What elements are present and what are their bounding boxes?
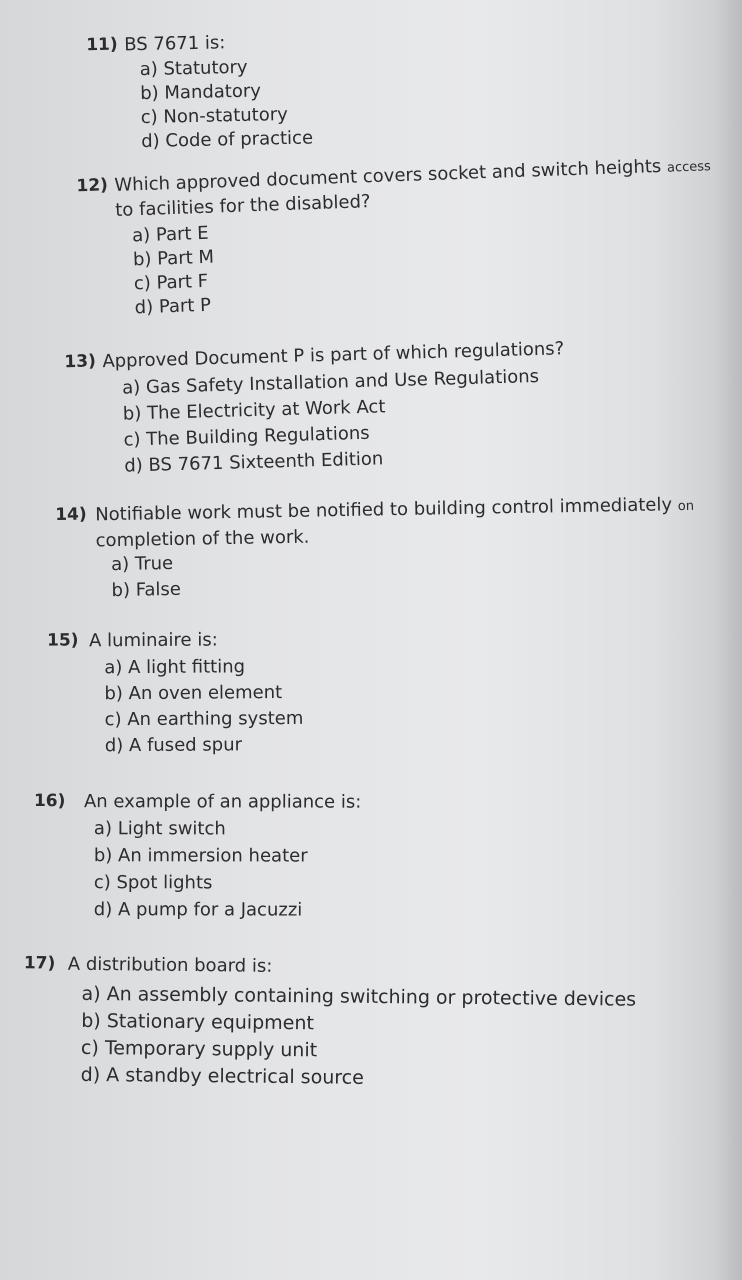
question-text: Approved Document P is part of which regulations? — [102, 338, 565, 373]
question-number: 11) — [86, 34, 118, 56]
option-c: c) An earthing system — [104, 707, 304, 731]
options-list — [132, 222, 216, 321]
question-text: A distribution board is: — [67, 953, 273, 977]
question-header — [0, 149, 742, 221]
option-b: b) An oven element — [104, 682, 283, 705]
options-list — [122, 364, 542, 480]
options-list — [111, 551, 181, 604]
options-list — [104, 654, 303, 759]
question-17 — [0, 951, 742, 1089]
option-d: d) A pump for a Jacuzzi — [93, 899, 303, 921]
option-b: b) Mandatory — [140, 80, 262, 105]
question-14 — [0, 489, 742, 602]
option-a: a) True — [110, 552, 174, 576]
option-d: d) BS 7671 Sixteenth Edition — [124, 448, 384, 477]
question-15 — [0, 623, 742, 757]
question-header — [0, 951, 742, 977]
question-header — [0, 623, 742, 652]
question-number: 17) — [23, 953, 56, 974]
question-text-continued: to facilities for the disabled? — [114, 191, 371, 221]
question-number: 12) — [76, 175, 109, 197]
options-list — [139, 54, 313, 154]
option-d: d) Code of practice — [141, 127, 314, 153]
question-text-continued: completion of the work. — [95, 526, 310, 552]
option-b: b) Part M — [132, 246, 215, 271]
question-header — [0, 20, 742, 56]
option-a: a) Part E — [131, 222, 209, 247]
question-13 — [0, 327, 742, 477]
option-b: b) The Electricity at Work Act — [122, 396, 386, 425]
option-c: c) Temporary supply unit — [80, 1036, 318, 1062]
question-text: A luminaire is: — [89, 629, 218, 652]
option-c: c) Non-statutory — [140, 103, 289, 129]
option-d: d) Part P — [134, 294, 212, 319]
question-header — [0, 489, 742, 552]
question-header — [0, 327, 742, 373]
option-d: d) A fused spur — [104, 734, 243, 757]
option-c: c) Spot lights — [93, 872, 213, 894]
option-a: a) A light fitting — [104, 656, 246, 679]
question-text: Notifiable work must be notified to building control immediately on — [95, 494, 695, 526]
option-a: a) Statutory — [139, 56, 248, 81]
question-16 — [0, 788, 742, 921]
option-b: b) An immersion heater — [93, 845, 308, 867]
question-text: Which approved document covers socket and switch heights access — [114, 155, 712, 197]
option-b: b) Stationary equipment — [81, 1009, 315, 1035]
question-text: An example of an appliance is: — [83, 791, 362, 813]
question-text: BS 7671 is: — [123, 32, 226, 56]
option-a: a) An assembly containing switching or protective devices — [81, 982, 637, 1011]
option-b: b) False — [111, 578, 182, 602]
question-number: 15) — [47, 630, 79, 651]
question-number: 14) — [55, 504, 87, 526]
question-number: 13) — [64, 351, 97, 373]
question-12 — [0, 149, 742, 319]
option-a: a) Gas Safety Installation and Use Regulations — [121, 365, 540, 399]
question-number: 16) — [33, 791, 66, 812]
question-11 — [0, 20, 742, 153]
options-list — [81, 981, 637, 1095]
option-c: c) Part F — [133, 270, 209, 295]
option-c: c) The Building Regulations — [123, 422, 370, 451]
option-a: a) Light switch — [93, 818, 226, 840]
option-d: d) A standby electrical source — [80, 1063, 364, 1089]
question-header — [0, 788, 742, 813]
options-list — [94, 815, 308, 923]
